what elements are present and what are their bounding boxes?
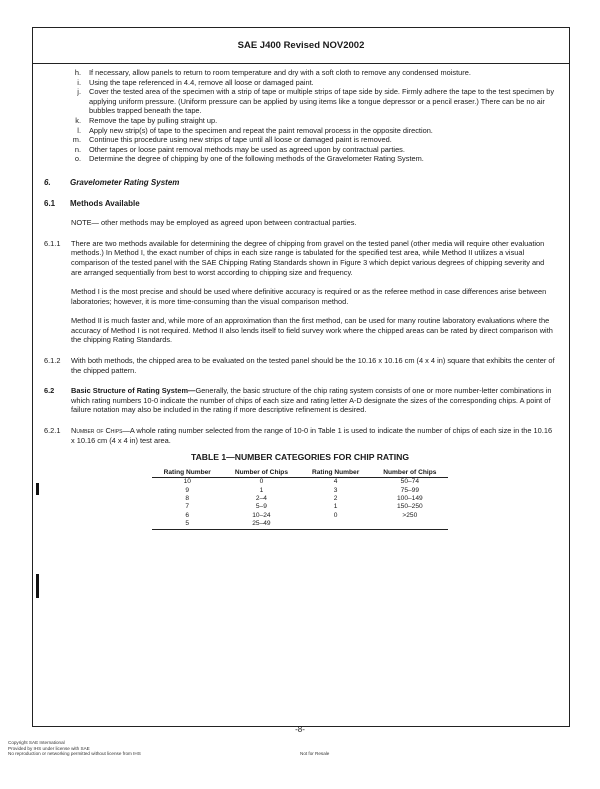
section-6-2-title: Basic Structure of Rating System— [71, 386, 196, 396]
document-body [44, 68, 556, 530]
table-row [152, 520, 449, 529]
table-cell: 5–9 [255, 503, 267, 511]
list-marker: k. [75, 115, 81, 125]
number-of-chips-lead: Number of Chips [71, 426, 123, 436]
table-cell [371, 520, 448, 529]
section-6-heading: 6. Gravelometer Rating System [44, 177, 180, 187]
table-cell: 1 [259, 486, 264, 494]
table-cell: 2–4 [255, 495, 267, 503]
table-cell: 0 [259, 478, 264, 486]
list-text: Using the tape referenced in 4.4, remove all loose or damaged paint. [89, 77, 314, 87]
table-cell: 50–74 [400, 478, 419, 486]
table-cell: 25–49 [223, 520, 300, 529]
paragraph-6-2: 6.2 Basic Structure of Rating System—Generally, the basic structure of the chip rating system consists of one or more number-letter combinations in which rating numbers 10-0 indicate the number of chips of each size and rating letter A-D designate the sizes of the corresponding chips. A point of failure notation may also be included in the rating if more descriptive refinement is desired. [44, 386, 552, 415]
paragraph-method-1: Method I is the most precise and should be used where definitive accuracy is required or as the referee method in case differences arise between laboratories; however, it is more time-consuming than the visual comparison method. [71, 287, 547, 306]
table-row [152, 487, 449, 495]
list-text: Remove the tape by pulling straight up. [89, 115, 218, 125]
copyright-footer: Copyright SAE International Provided by IHS under license with SAE No reproduction or networking permitted without license from IHS [8, 740, 141, 757]
table-row [152, 495, 449, 503]
table-cell: 150–250 [396, 503, 423, 511]
list-text: Determine the degree of chipping by one of the following methods of the Gravelometer Rating System. [89, 154, 424, 164]
note-text: NOTE— other methods may be employed as agreed upon between contractual parties. [71, 218, 357, 228]
resale-notice: Not for Resale [300, 751, 330, 756]
table-cell: 100–149 [396, 495, 423, 503]
list-text: Continue this procedure using new strips of tape until all loose or damaged paint is removed. [89, 135, 392, 145]
table-cell: 5 [152, 520, 223, 529]
table-cell: 4 [333, 478, 338, 486]
list-marker: i. [77, 77, 81, 87]
paragraph-6-1-2: 6.1.2 With both methods, the chipped area to be evaluated on the tested panel should be the 10.16 x 10.16 cm (4 x 4 in) square that exhibits the center of the chipped pattern. [44, 356, 555, 375]
list-item [44, 78, 556, 88]
table-header-row [152, 469, 449, 478]
column-header: Number of Chips [371, 469, 448, 478]
table-row [152, 512, 449, 520]
column-header: Rating Number [300, 469, 371, 478]
list-item [44, 87, 556, 116]
table-cell: 10 [183, 478, 191, 486]
table-cell: 10–24 [252, 511, 271, 519]
list-text: Other tapes or loose paint removal methods may be used as agreed upon by contractual parties. [89, 144, 405, 154]
list-text: If necessary, allow panels to return to room temperature and dry with a soft cloth to remove any condensed moisture. [89, 68, 471, 77]
table-cell: 0 [333, 511, 338, 519]
table-cell: 2 [333, 495, 338, 503]
table-cell: 8 [185, 495, 190, 503]
table-cell: 3 [333, 486, 338, 494]
paragraph-method-2: Method II is much faster and, while more of an approximation than the first method, can be used for many routine laboratory evaluations where the accuracy of Method I is not required. Method II also lends itself to field survey work where the chipped areas can be rated by direct comparison with the chipping Rating Standards. [71, 316, 553, 345]
table-cell: 75–99 [400, 486, 419, 494]
list-marker: l. [77, 125, 81, 135]
list-item [44, 145, 556, 155]
table-cell: 7 [185, 503, 190, 511]
revision-bar [36, 574, 39, 598]
table-row [152, 478, 449, 487]
list-item [44, 116, 556, 126]
paragraph-6-2-1: 6.2.1 Number of Chips—A whole rating number selected from the range of 10-0 in Table 1 is used to indicate the number of chips of each size in the 10.16 x 10.16 cm (4 x 4 in) test area. [44, 426, 553, 445]
list-marker: o. [74, 154, 81, 164]
document-header: SAE J400 Revised NOV2002 [237, 40, 365, 51]
list-item [44, 126, 556, 136]
table-body [152, 478, 449, 529]
revision-bar [36, 483, 39, 495]
table-row [152, 503, 449, 511]
list-marker: n. [74, 144, 81, 154]
list-text: Apply new strip(s) of tape to the specimen and repeat the paint removal process in the opposite direction. [89, 125, 433, 135]
paragraph-6-1-1: 6.1.1 There are two methods available for determining the degree of chipping from gravel on the tested panel (other media will require other evaluation methods.) In Method I, the exact number of chips in each size range is tabulated for the specified test area, while Method II utilizes a visual comparison of the tested panel with the SAE Chipping Rating Standards shown in Figure 3 which depict various degrees of chipping severity and are arranged sequentially from best to worst according to chipping size and frequency. [44, 238, 545, 277]
table-cell: 1 [333, 503, 338, 511]
procedure-list [44, 68, 556, 164]
chip-rating-table [152, 469, 449, 530]
list-item [44, 135, 556, 145]
table-cell: >250 [402, 511, 418, 519]
table-cell [300, 520, 371, 529]
header-divider [32, 63, 570, 64]
page-number: -8- [295, 725, 305, 734]
column-header: Number of Chips [223, 469, 300, 478]
table-cell: 6 [185, 511, 190, 519]
column-header: Rating Number [152, 469, 223, 478]
table-cell: 9 [185, 486, 190, 494]
list-marker: h. [74, 68, 81, 77]
table-title: TABLE 1—NUMBER CATEGORIES FOR CHIP RATING [190, 452, 410, 463]
section-6-1-heading: 6.1 Methods Available [44, 198, 140, 208]
list-item [44, 68, 556, 78]
list-item [44, 154, 556, 164]
list-text: Cover the tested area of the specimen with a strip of tape or multiple strips of tape side by side. Firmly adhere the tape to the test specimen by applying uniform pressure. (Uniform pressure can be applied by using items like a tongue depressor or a pencil eraser.) There can be no air bubbles trapped beneath the tape. [89, 87, 555, 116]
list-marker: j. [77, 87, 81, 97]
list-marker: m. [72, 135, 81, 145]
